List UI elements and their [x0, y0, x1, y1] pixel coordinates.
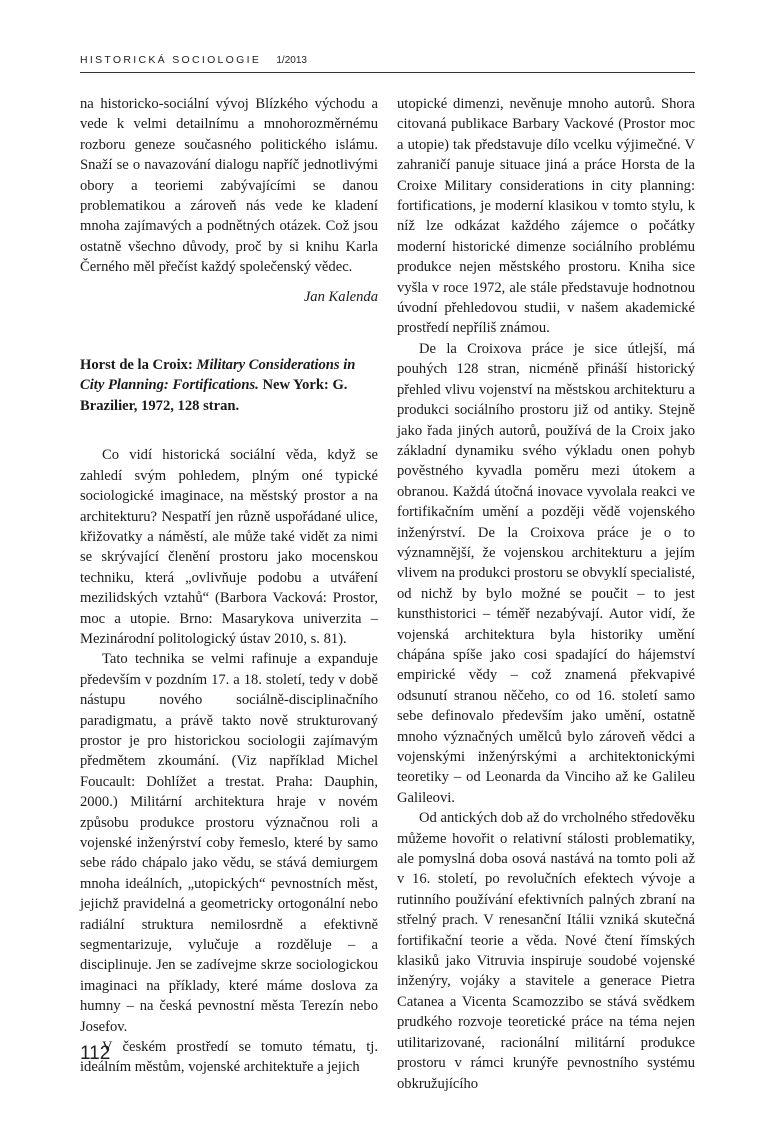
journal-title: HISTORICKÁ SOCIOLOGIE	[80, 54, 262, 66]
paragraph: Co vidí historická sociální věda, když se zahledí svým pohledem, plným oné typické sociologické imaginace, na městský prostor a na architekturu? Nespatří jen různě uspořádané ulice, křižovatky a náměstí, ale může také vidět za nimi se skrývající členění prostoru jako mocenskou techniku, která „ovlivňuje podobu a utváření mezilidských vztahů“ (Barbora Vacková: Prostor, moc a utopie. Brno: Masarykova univerzita – Mezinárodní politologický ústav 2010, s. 81).	[80, 447, 378, 647]
paragraph: Tato technika se velmi rafinuje a expanduje především v pozdním 17. a 18. století, tedy v době nástupu nového sociálně-disciplinačního paradigmatu, a právě takto nově strukturovaný prostor je pro historickou sociologii zajímavým předmětem zkoumání. (Viz například Michel Foucault: Dohlížet a trestat. Praha: Dauphin, 2000.) Militární architektura hraje v novém způsobu produkce prostoru význačnou roli a vojenské inženýrství coby řemeslo, které by samo sebe rádo chápalo jako vědu, se stává demiurgem mnoha ideálních, „utopických“ pevnostních měst, jejichž pravidelná a geometricky ortogonální nebo radiální struktura nemilosrdně a efektivně segmentarizuje, vylučuje a rozděluje – a disciplinuje. Jen se zadívejme skrze sociologickou imaginaci na příklady, které máme doslova za humny – na česká pevnostní města Terezín nebo Josefov.	[80, 651, 378, 1035]
paragraph: Od antických dob až do vrcholného středověku můžeme hovořit o relativní stálosti problematiky, ale pomyslná doba osová nastává na tomto poli až v 16. století, po revolučních efektech vývoje a rutinního používání efektivních palných zbraní na střelný prach. V renesanční Itálii vzniká skutečná fortifikační teorie a věda. Nové čtení římských klasiků jako Vitruvia inspiruje soudobé vojenské inženýry, vojáky a stavitele a generace Pietra Catanea a Vicenta Scamozzibo se stává svědkem prudkého rozvoje teoretické práce na téma nejen utilitarizované, racionální militární produkce prostoru v rámci krunýře pevnostního systému obkružujícího	[397, 810, 695, 1092]
running-head	[80, 54, 695, 66]
review-signature: Jan Kalenda	[303, 288, 378, 305]
paragraph: V českém prostředí se tomuto tématu, tj. ideálním městům, vojenské architektuře a jejich	[80, 1039, 378, 1076]
page-number: 112	[80, 1043, 111, 1064]
paragraph: De la Croixova práce je sice útlejší, má pouhých 128 stran, nicméně přináší historický přehled vlivu vojenství na městskou architekturu a produkci sociálního prostoru již od antiky. Stejně jako řada jiných autorů, používá de la Croix jako základní dynamiku svého výkladu onen pohyb pověstného kyvadla poměru mezi útokem a obranou. Každá útočná inovace vyvolala reakci ve fortifikačním umění a později vědě vojenského inženýrství. De la Croixova práce je o to významnější, že vojenskou architekturu a jejím vlivem na produkci prostoru se obvyklí specialisté, od nichž by bylo možné se poučit – to jest kunsthistorici – téměř nezabývají. Autor vidí, že vojenská architektura byla historiky umění chápána spíše jako cosi spadající do hájemství empirické vědy – což znamená překvapivé odsunutí stranou něčeho, co od 16. století samo sebe definovalo především jako umění, ostatně mnoho význačných umělců bylo zároveň vědci a vojenskými inženýrskými a architektonickými teoretiky – od Leonarda da Vinciho až ke Galileu Galileovi.	[397, 340, 695, 806]
issue-number: 1/2013	[276, 55, 307, 66]
header-rule	[80, 72, 695, 73]
left-column	[80, 94, 378, 1078]
review-heading	[80, 355, 378, 416]
review-book-title: Military Considerations in City Planning: Fortifications.	[80, 357, 356, 394]
paragraph: utopické dimenzi, nevěnuje mnoho autorů. Shora citovaná publikace Barbary Vackové (Prostor moc a utopie) tak představuje dílo vcelku výjimečné. V zahraničí panuje situace jiná a práce Horsta de la Croixe Military considerations in city planning: fortifications, je moderní klasikou v tomto stylu, k níž lze odkázat každého zájemce o počátky moderní historické dimenze sociálního problému produkce nejen městského prostoru. Kniha sice vyšla v roce 1972, ale stále představuje hodnotnou úvodní přehledovou studii, v našem akademické prostředí nepříliš známou.	[397, 96, 695, 337]
review-author: Horst de la Croix:	[80, 357, 197, 374]
review-publication: New York: G. Brazilier, 1972, 128 stran.	[80, 377, 348, 414]
right-column	[397, 94, 695, 1094]
paragraph: na historicko-sociální vývoj Blízkého východu a vede k velmi detailnímu a mnohorozměrnému rozboru geneze současného politického islámu. Snaží se o navazování dialogu napříč jednotlivými obory a teoriemi zabývajícími se danou problematikou a zároveň nás vede ke kladení mnoha zajímavých a podnětných otázek. Což jsou ostatně všechno důvody, proč by si knihu Karla Černého měl přečíst každý společenský vědec.	[80, 96, 378, 276]
